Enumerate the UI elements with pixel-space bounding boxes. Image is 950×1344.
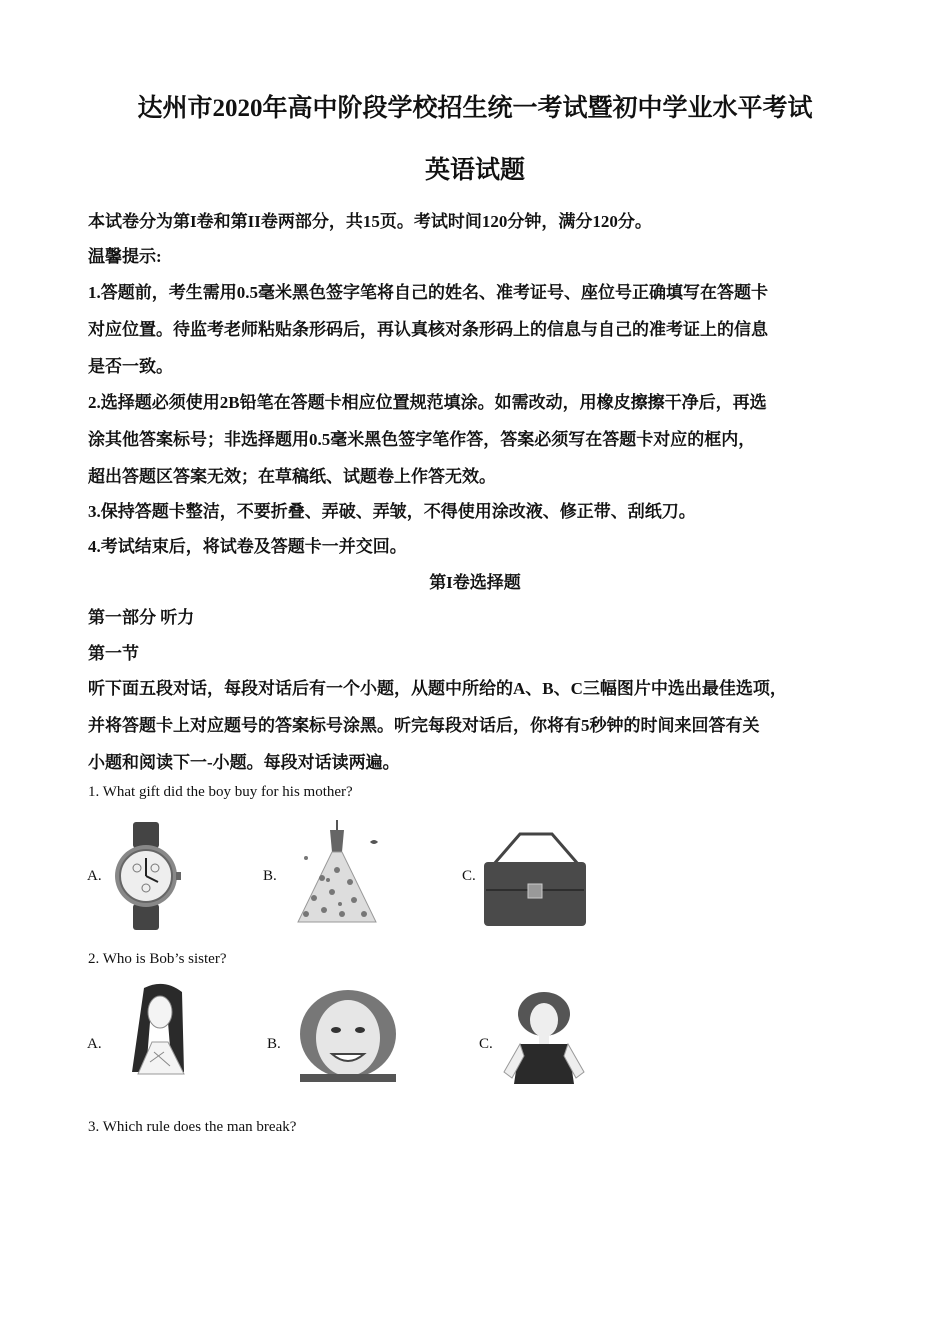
smiling-woman-icon	[290, 988, 406, 1087]
short-hair-girl-icon	[494, 988, 590, 1089]
subsection-heading: 第一节	[88, 644, 139, 663]
question-1-text: 1. What gift did the boy buy for his mother?	[88, 784, 353, 800]
exam-subtitle: 英语试题	[424, 157, 525, 184]
option-label: A.	[87, 868, 102, 884]
dress-icon	[292, 818, 382, 933]
question-2-text: 2. Who is Bob’s sister?	[88, 951, 227, 967]
option-label: C.	[479, 1036, 493, 1052]
option-label: A.	[87, 1036, 102, 1052]
long-hair-girl-icon	[124, 982, 194, 1081]
part-heading: 第一部分 听力	[88, 608, 195, 627]
tip-line: 是否一致。	[88, 357, 173, 376]
exam-title: 达州市2020年高中阶段学校招生统一考试暨初中学业水平考试	[137, 95, 813, 122]
instruction-line: 小题和阅读下一-小题。每段对话读两遍。	[88, 753, 400, 772]
instruction-line: 并将答题卡上对应题号的答案标号涂黑。听完每段对话后，你将有5秒钟的时间来回答有关	[88, 716, 760, 735]
exam-summary: 本试卷分为第I卷和第II卷两部分，共15页。考试时间120分钟，满分120分。	[88, 212, 652, 231]
instruction-line: 听下面五段对话，每段对话后有一个小题，从题中所给的A、B、C三幅图片中选出最佳选项，	[88, 679, 787, 698]
tip-line: 涂其他答案标号；非选择题用0.5毫米黑色签字笔作答，答案必须写在答题卡对应的框内，	[88, 430, 756, 449]
tip-line: 对应位置。待监考老师粘贴条形码后，再认真核对条形码上的信息与自己的准考证上的信息	[88, 320, 768, 339]
watch-icon	[106, 820, 186, 937]
option-label: C.	[462, 868, 476, 884]
option-label: B.	[267, 1036, 281, 1052]
tip-line: 1.答题前，考生需用0.5毫米黑色签字笔将自己的姓名、准考证号、座位号正确填写在答题卡	[88, 283, 768, 302]
tip-line: 3.保持答题卡整洁，不要折叠、弄破、弄皱，不得使用涂改液、修正带、刮纸刀。	[88, 502, 696, 521]
option-label: B.	[263, 868, 277, 884]
tip-line: 4.考试结束后，将试卷及答题卡一并交回。	[88, 537, 407, 556]
question-3-text: 3. Which rule does the man break?	[88, 1119, 297, 1135]
tip-line: 超出答题区答案无效；在草稿纸、试题卷上作答无效。	[88, 467, 496, 486]
tip-line: 2.选择题必须使用2B铅笔在答题卡相应位置规范填涂。如需改动，用橡皮擦擦干净后，再选	[88, 393, 767, 412]
tips-heading: 温馨提示:	[88, 247, 162, 266]
volume-heading: 第I卷选择题	[429, 573, 521, 592]
handbag-icon	[480, 830, 590, 933]
